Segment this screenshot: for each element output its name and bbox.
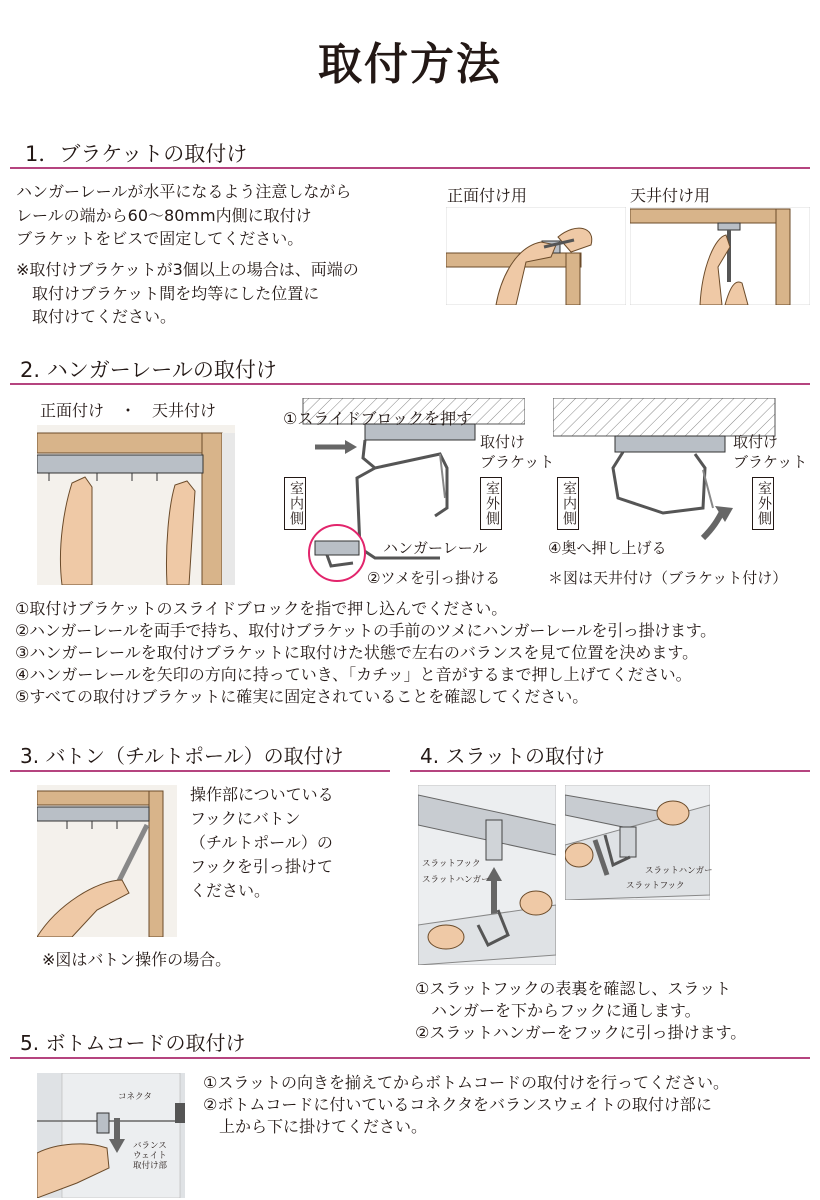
label-ceiling-mount: 天井付け用 — [630, 186, 711, 205]
bracket-label-right: 取付け ブラケット — [733, 433, 808, 471]
instruction-step-3: ③ハンガーレールを取付けブラケットに取付けた状態で左右のバランスを見て位置を決めます。 — [15, 643, 699, 662]
slat-instruction-2: ②スラットハンガーをフックに引っ掛けます。 — [415, 1023, 747, 1042]
label-front-mount: 正面付け用 — [447, 186, 528, 205]
instruction-step-5: ⑤すべての取付けブラケットに確実に固定されていることを確認してください。 — [15, 687, 589, 706]
section-2-rule — [10, 383, 810, 385]
baton-attach-illustration — [37, 785, 177, 937]
section-4-instructions — [415, 978, 746, 1044]
label-connector: コネクタ — [118, 1092, 152, 1102]
section-1-note: ※取付けブラケットが3個以上の場合は、両端の 取付けブラケット間を均等にした位置に 取付けてください。 — [16, 260, 359, 326]
bracket-diagram-right — [553, 398, 815, 548]
label-slat-hanger-b: スラットハンガー — [645, 866, 713, 876]
section-2-title: 2. ハンガーレールの取付け — [20, 358, 277, 382]
instruction-step-2: ②ハンガーレールを両手で持ち、取付けブラケットの手前のツメにハンガーレールを引っ掛けます。 — [15, 621, 716, 640]
section-2-instructions — [15, 598, 716, 708]
label-front-and-ceiling: 正面付け ・ 天井付け — [40, 401, 217, 420]
bottom-cord-instruction-2: ②ボトムコードに付いているコネクタをバランスウェイトの取付け部に — [203, 1095, 712, 1114]
hanger-rail-install-illustration — [37, 425, 235, 585]
outdoor-label-left: 室外側 — [480, 477, 502, 530]
bottom-cord-instruction-2-cont: 上から下に掛けてください。 — [203, 1117, 428, 1136]
section-1-title: 1．ブラケットの取付け — [25, 142, 248, 166]
section-1-body: ハンガーレールが水平になるよう注意しながら レールの端から60〜80mm内側に取付け ブラケットをビスで固定してください。 — [16, 182, 352, 248]
slat-instruction-1: ①スラットフックの表裏を確認し、スラット — [415, 979, 732, 998]
page-title: 取付方法 — [318, 39, 502, 90]
front-mount-bracket-illustration — [446, 207, 626, 305]
section-5-instructions — [203, 1072, 729, 1138]
instruction-step-1: ①取付けブラケットのスライドブロックを指で押し込んでください。 — [15, 599, 508, 618]
bottom-cord-illustration — [37, 1073, 185, 1198]
section-3-note: ※図はバトン操作の場合。 — [42, 950, 232, 969]
section-5-title: 5. ボトムコードの取付け — [20, 1031, 246, 1055]
indoor-label-right: 室内側 — [557, 477, 579, 530]
indoor-label-left: 室内側 — [284, 477, 306, 530]
section-3-body: 操作部についている フックにバトン （チルトポール）の フックを引っ掛けて ください。 — [190, 785, 334, 900]
step-1-label: ①スライドブロックを押す — [283, 409, 473, 428]
section-3-title: 3. バトン（チルトポール）の取付け — [20, 744, 344, 768]
step-4-label: ④奥へ押し上げる — [548, 539, 667, 557]
bracket-label-left: 取付け ブラケット — [480, 433, 555, 471]
label-slat-hook-a: スラットフック — [422, 859, 481, 869]
label-slat-hanger-a: スラットハンガー — [422, 875, 490, 885]
section-1-rule — [10, 167, 810, 169]
step-2-label: ②ツメを引っ掛ける — [367, 569, 501, 587]
bottom-cord-instruction-1: ①スラットの向きを揃えてからボトムコードの取付けを行ってください。 — [203, 1073, 730, 1092]
label-balance-weight: バランス ウェイト 取付け部 — [133, 1141, 168, 1171]
section-4-title: 4. スラットの取付け — [420, 744, 606, 768]
instruction-step-4: ④ハンガーレールを矢印の方向に持っていき、「カチッ」と音がするまで押し上げてください。 — [15, 665, 692, 684]
ceiling-mount-bracket-illustration — [630, 207, 810, 305]
hanger-rail-label: ハンガーレール — [383, 539, 488, 557]
section-4-rule — [410, 770, 810, 772]
slat-instruction-1-cont: ハンガーを下からフックに通します。 — [415, 1001, 701, 1020]
section-3-rule — [10, 770, 390, 772]
ceiling-mount-note: ＊図は天井付け（ブラケット付け） — [548, 569, 788, 587]
section-5-rule — [10, 1057, 810, 1059]
label-slat-hook-b: スラットフック — [626, 881, 685, 891]
outdoor-label-right: 室外側 — [752, 477, 774, 530]
